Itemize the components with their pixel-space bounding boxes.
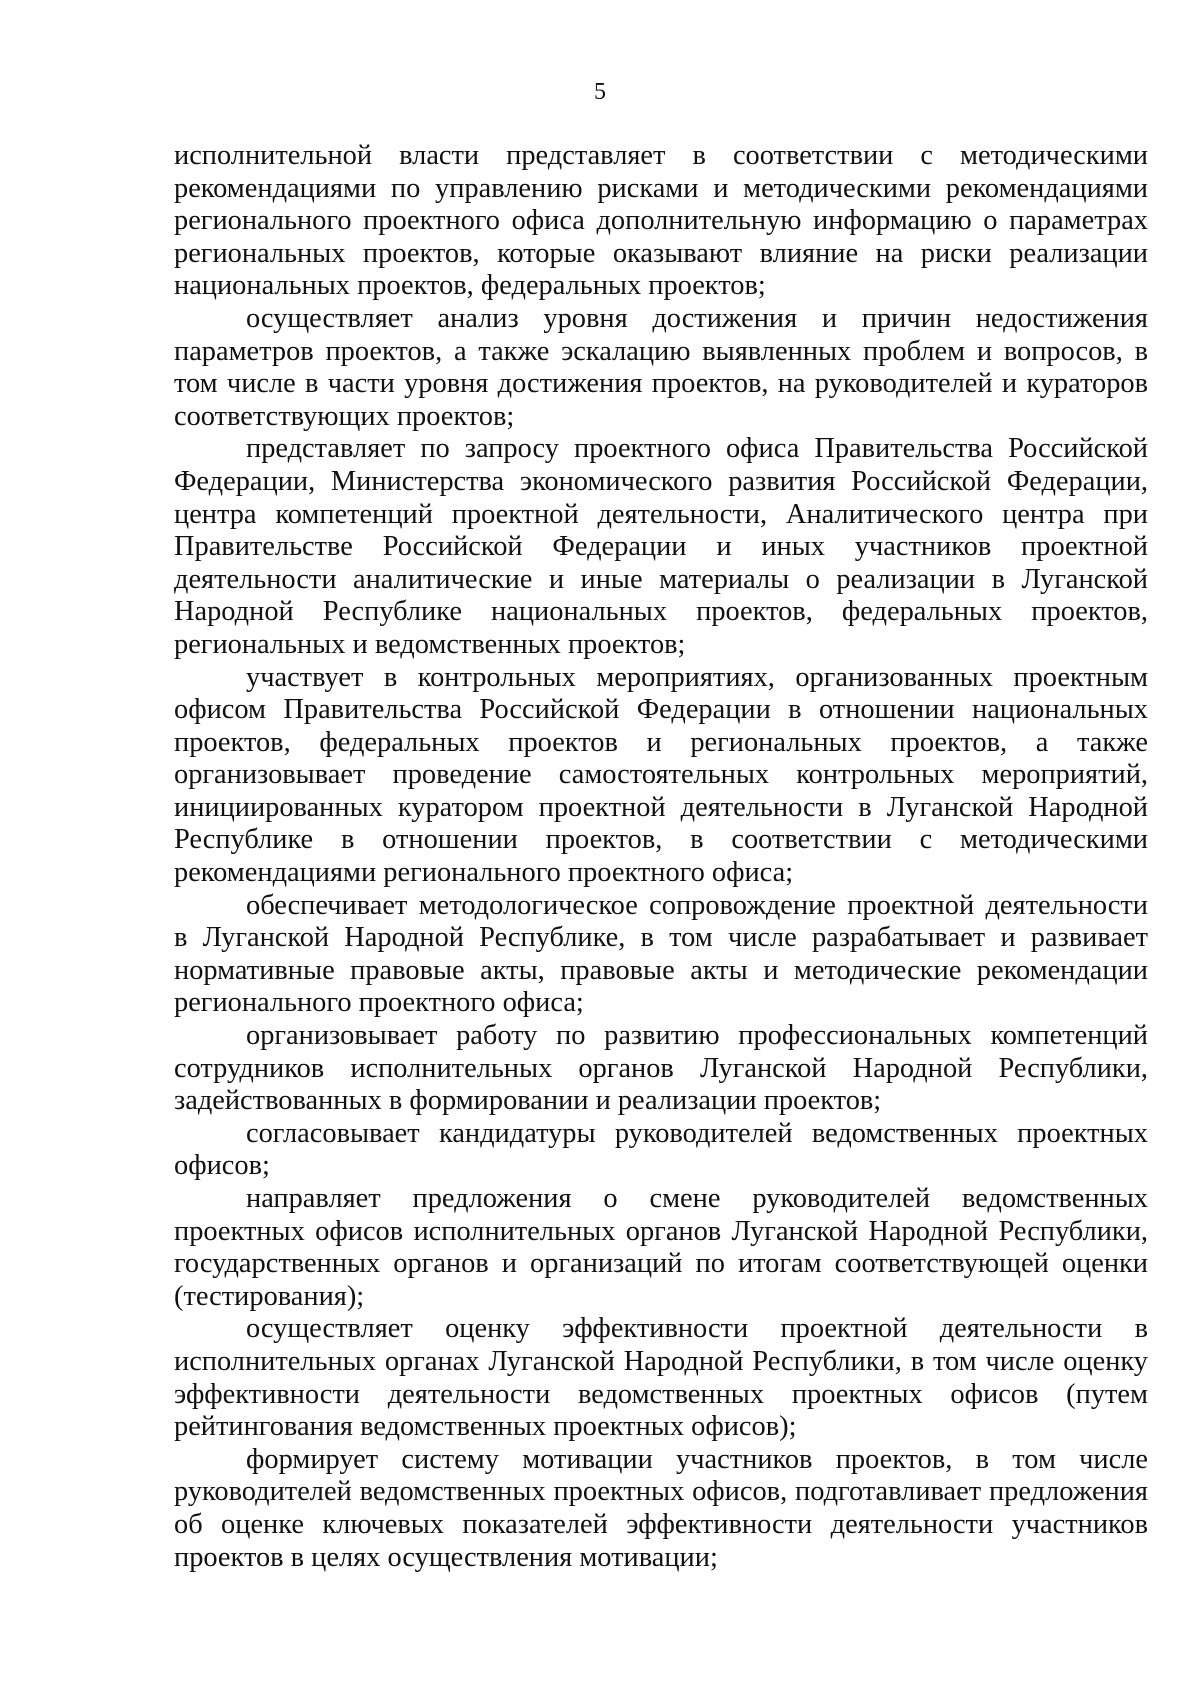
paragraph: организовывает работу по развитию профессиональных компетенций сотрудников исполнительных органов Луганской Народной Республики, задействованных в формировании и реализации проектов;	[174, 1020, 1148, 1117]
paragraph: представляет по запросу проектного офиса Правительства Российской Федерации, Министерства экономического развития Российской Федерации, центра компетенций проектной деятельности, Аналитического центра при Правительстве Российской Федерации и иных участников проектной деятельности аналитические и иные материалы о реализации в Луганской Народной Республике национальных проектов, федеральных проектов, региональных и ведомственных проектов;	[174, 433, 1148, 660]
paragraph: обеспечивает методологическое сопровождение проектной деятельности в Луганской Народной Республике, в том числе разрабатывает и развивает нормативные правовые акты, правовые акты и методические рекомендации регионального проектного офиса;	[174, 889, 1148, 1019]
paragraph: участвует в контрольных мероприятиях, организованных проектным офисом Правительства Российской Федерации в отношении национальных проектов, федеральных проектов и региональных проектов, а также организовывает проведение самостоятельных контрольных мероприятий, инициированных куратором проектной деятельности в Луганской Народной Республике в отношении проектов, в соответствии с методическими рекомендациями регионального проектного офиса;	[174, 661, 1148, 889]
paragraph: осуществляет оценку эффективности проектной деятельности в исполнительных органах Луганской Народной Республики, в том числе оценку эффективности деятельности ведомственных проектных офисов (путем рейтингования ведомственных проектных офисов);	[174, 1313, 1148, 1443]
paragraph: направляет предложения о смене руководителей ведомственных проектных офисов исполнительных органов Луганской Народной Республики, государственных органов и организаций по итогам соответствующей оценки (тестирования);	[174, 1183, 1148, 1312]
document-body	[174, 140, 1148, 1574]
paragraph: исполнительной власти представляет в соответствии с методическими рекомендациями по управлению рисками и методическими рекомендациями регионального проектного офиса дополнительную информацию о параметрах региональных проектов, которые оказывают влияние на риски реализации национальных проектов, федеральных проектов;	[174, 140, 1148, 302]
paragraph: согласовывает кандидатуры руководителей ведомственных проектных офисов;	[174, 1117, 1148, 1182]
page-number: 5	[594, 79, 606, 105]
paragraph: формирует систему мотивации участников проектов, в том числе руководителей ведомственных проектных офисов, подготавливает предложения об оценке ключевых показателей эффективности деятельности участников проектов в целях осуществления мотивации;	[174, 1443, 1148, 1573]
paragraph: осуществляет анализ уровня достижения и причин недостижения параметров проектов, а также эскалацию выявленных проблем и вопросов, в том числе в части уровня достижения проектов, на руководителей и кураторов соответствующих проектов;	[174, 302, 1148, 432]
